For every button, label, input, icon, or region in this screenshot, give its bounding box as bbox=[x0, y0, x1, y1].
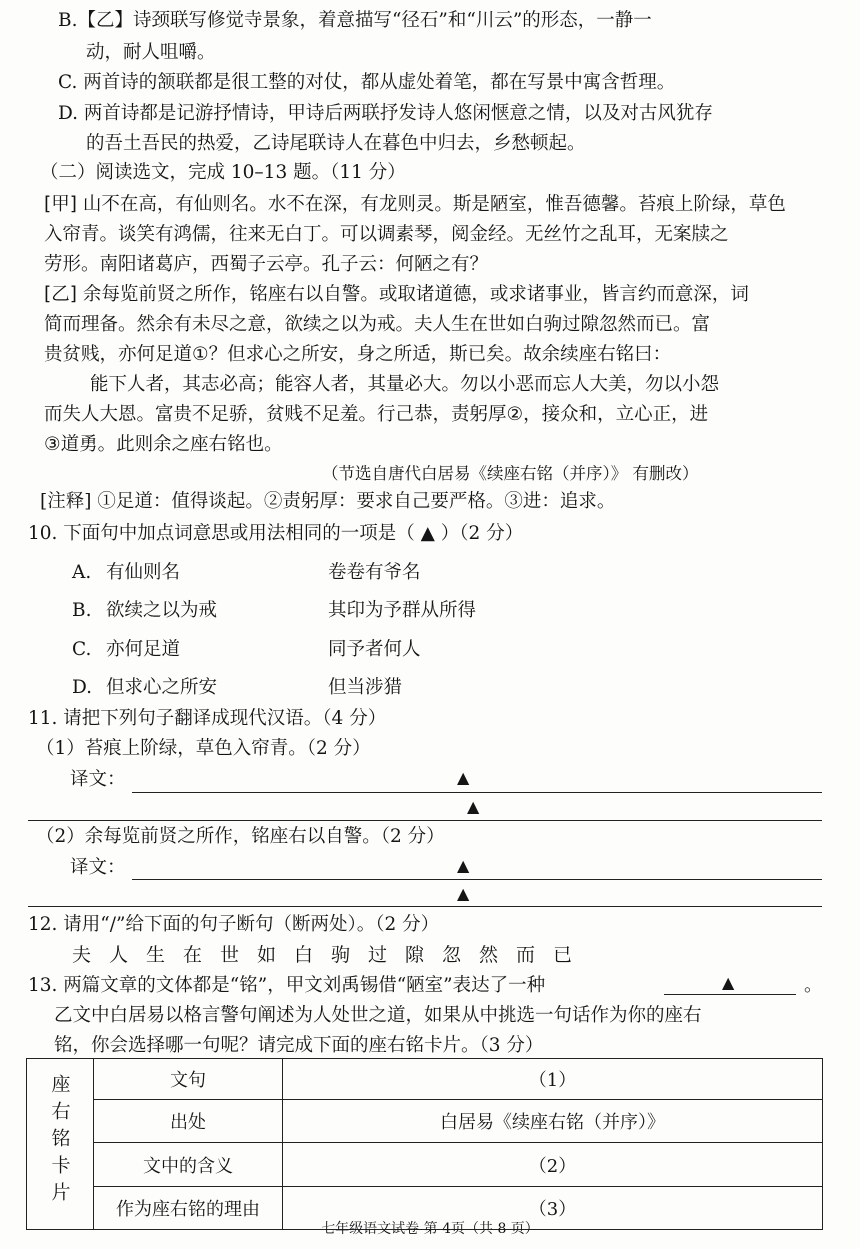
passage-yi-line2: 简而理备。然余有未尽之意，欲续之以为戒。夫人生在世如白驹过隙忽然而已。富 bbox=[44, 314, 711, 335]
q10-option-d-left: 但求心之所安 bbox=[106, 677, 218, 698]
q12-sentence: 夫人生在世如白驹过隙忽然而已 bbox=[72, 944, 591, 966]
option-b-line2: 动，耐人咀嚼。 bbox=[86, 42, 216, 63]
answer-blank[interactable] bbox=[664, 994, 796, 995]
q11-sentence-1: （1）苔痕上阶绿，草色入帘青。（2 分） bbox=[36, 738, 371, 759]
passage-yi-line6: ③道勇。此则余之座右铭也。 bbox=[44, 434, 283, 455]
option-c: C. 两首诗的颔联都是很工整的对仗，都从虚处着笔，都在写景中寓含哲理。 bbox=[58, 72, 676, 93]
q11-stem: 11. 请把下列句子翻译成现代汉语。（4 分） bbox=[28, 708, 387, 729]
answer-marker: ▲ bbox=[467, 797, 480, 816]
source-note: （节选自唐代白居易《续座右铭（并序）》 有删改） bbox=[322, 464, 699, 483]
card-row-value[interactable]: （1） bbox=[283, 1059, 823, 1100]
q10-option-b-right: 其印为予群从所得 bbox=[328, 600, 477, 621]
passage-yi-line5: 而失人大恩。富贵不足骄，贫贱不足羞。行己恭，责躬厚②，接众和，立心正，进 bbox=[44, 404, 709, 425]
answer-marker: ▲ bbox=[457, 856, 470, 875]
q10-option-d-right: 但当涉猎 bbox=[328, 677, 403, 698]
passage-yi-line1: [乙] 余每览前贤之所作，铭座右以自警。或取诸道德，或求诸事业，皆言约而意深，词 bbox=[44, 284, 749, 305]
answer-line[interactable] bbox=[132, 792, 822, 793]
q10-option-c-left: 亦何足道 bbox=[106, 639, 181, 660]
section-heading: （二）阅读选文，完成 10–13 题。（11 分） bbox=[40, 162, 406, 183]
answer-marker: ▲ bbox=[722, 973, 735, 992]
annotation-notes: [注释] ①足道：值得谈起。②责躬厚：要求自己要严格。③进：追求。 bbox=[40, 491, 616, 512]
q13-line2: 乙文中白居易以格言警句阐述为人处世之道，如果从中挑选一句话作为你的座右 bbox=[54, 1005, 702, 1026]
q10-option-a-left: 有仙则名 bbox=[106, 562, 181, 583]
q10-stem: 10. 下面句中加点词意思或用法相同的一项是（ ▲ ）（2 分） bbox=[28, 523, 524, 544]
motto-card-table bbox=[26, 1058, 823, 1230]
answer-marker: ▲ bbox=[457, 884, 470, 903]
card-row-label: 文句 bbox=[94, 1059, 283, 1100]
q13-line3: 铭，你会选择哪一句呢？请完成下面的座右铭卡片。（3 分） bbox=[54, 1035, 544, 1056]
passage-jia-line3: 劳形。南阳诸葛庐，西蜀子云亭。孔子云：何陋之有？ bbox=[44, 254, 489, 275]
option-d-line1: D. 两首诗都是记游抒情诗，甲诗后两联抒发诗人悠闲惬意之情，以及对古风犹存 bbox=[58, 103, 713, 124]
q12-stem: 12. 请用“/”给下面的句子断句（断两处）。（2 分） bbox=[28, 914, 440, 935]
q10-option-a-right: 卷卷有爷名 bbox=[328, 562, 421, 583]
card-row-label: 出处 bbox=[94, 1100, 283, 1143]
q10-option-c-letter: C. bbox=[72, 639, 92, 660]
page-footer: 七年级语文试卷 第 4页（共 8 页） bbox=[321, 1221, 539, 1237]
q11-label-2: 译文： bbox=[70, 857, 126, 878]
card-row-label: 作为座右铭的理由 bbox=[94, 1186, 283, 1229]
passage-yi-line4: 能下人者，其志必高；能容人者，其量必大。勿以小恶而忘人大美，勿以小怨 bbox=[90, 374, 720, 395]
card-title-text: 座右铭卡片 bbox=[48, 1074, 71, 1209]
q10-option-b-left: 欲续之以为戒 bbox=[106, 600, 218, 621]
q11-label-1: 译文： bbox=[70, 769, 126, 790]
card-row-value[interactable]: （2） bbox=[283, 1143, 823, 1186]
q13-line1: 13. 两篇文章的文体都是“铭”，甲文刘禹锡借“陋室”表达了一种 bbox=[28, 975, 546, 996]
answer-marker: ▲ bbox=[457, 768, 470, 787]
q11-sentence-2: （2）余每览前贤之所作，铭座右以自警。（2 分） bbox=[36, 826, 445, 847]
q10-option-c-right: 同予者何人 bbox=[328, 639, 421, 660]
q10-option-d-letter: D. bbox=[72, 677, 93, 698]
passage-yi-line3: 贵贫贱，亦何足道①？但求心之所安，身之所适，斯已矣。故余续座右铭曰： bbox=[44, 344, 672, 365]
q10-option-b-letter: B. bbox=[72, 600, 92, 621]
answer-line[interactable] bbox=[132, 879, 822, 880]
card-row-value[interactable]: （3） bbox=[283, 1186, 823, 1229]
card-row-value: 白居易《续座右铭（并序）》 bbox=[283, 1100, 823, 1143]
passage-jia-line2: 入帘青。谈笑有鸿儒，往来无白丁。可以调素琴，阅金经。无丝竹之乱耳，无案牍之 bbox=[44, 224, 729, 245]
card-title bbox=[27, 1059, 94, 1230]
passage-jia-line1: [甲] 山不在高，有仙则名。水不在深，有龙则灵。斯是陋室，惟吾德馨。苔痕上阶绿，草色 bbox=[44, 194, 786, 215]
q13-line1-end: 。 bbox=[804, 975, 823, 996]
card-row-label: 文中的含义 bbox=[94, 1143, 283, 1186]
answer-line[interactable] bbox=[28, 906, 822, 907]
option-d-line2: 的吾土吾民的热爱，乙诗尾联诗人在暮色中归去，乡愁顿起。 bbox=[86, 133, 586, 154]
answer-line[interactable] bbox=[28, 820, 822, 821]
q10-option-a-letter: A. bbox=[72, 562, 92, 583]
option-b-line1: B.【乙】诗颈联写修觉寺景象，着意描写“径石”和“川云”的形态，一静一 bbox=[58, 10, 652, 31]
